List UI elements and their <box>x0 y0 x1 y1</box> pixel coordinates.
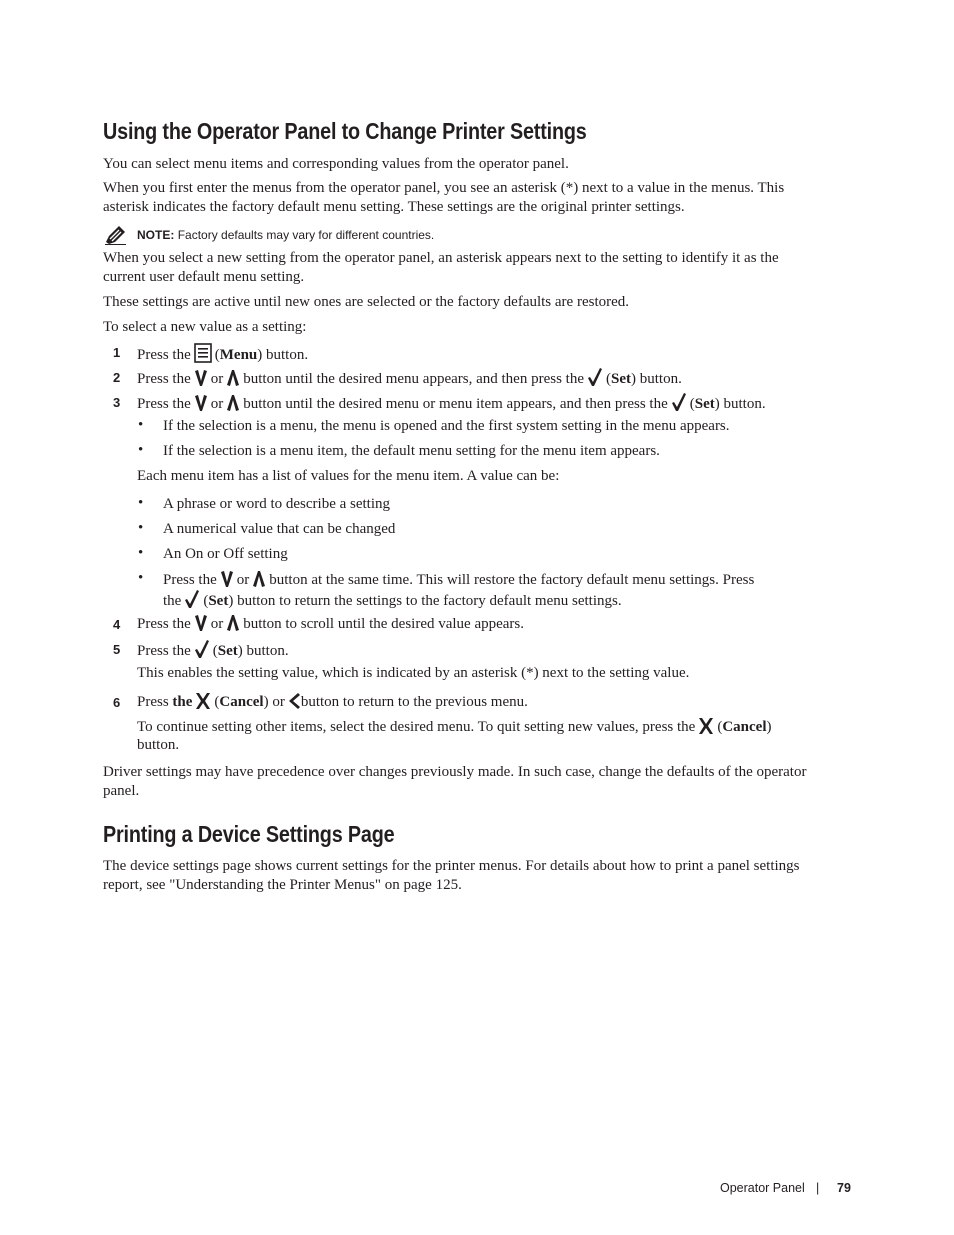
note <box>137 228 434 242</box>
bullet-dot: • <box>138 417 144 433</box>
footer-section-name: Operator Panel <box>720 1181 805 1195</box>
step-4-number: 4 <box>113 617 121 632</box>
list-item-restore-defaults: Press the or button at the same time. This will restore the factory default menu settings. Press <box>163 572 755 588</box>
new-setting-paragraph-line1: When you select a new setting from the operator panel, an asterisk appears next to the setting to identify it as the <box>103 250 779 266</box>
step-5: Press the (Set) button. <box>137 639 289 661</box>
down-arrow-icon <box>194 614 208 632</box>
bullet-dot: • <box>138 495 144 511</box>
step-3-number: 3 <box>113 395 121 410</box>
step-5-detail: This enables the setting value, which is indicated by an asterisk (*) next to the setting value. <box>137 665 690 681</box>
driver-settings-paragraph-line1: Driver settings may have precedence over changes previously made. In such case, change the defaults of the operator <box>103 764 807 780</box>
menu-button-icon <box>194 343 212 363</box>
bullet-dot: • <box>138 545 144 561</box>
back-arrow-icon <box>288 692 300 710</box>
step-1: Press the (Menu) button. <box>137 343 308 365</box>
values-intro: Each menu item has a list of values for the menu item. A value can be: <box>137 468 560 484</box>
step-6: Press the (Cancel) or button to return to the previous menu. <box>137 694 528 710</box>
list-item: A phrase or word to describe a setting <box>163 496 391 512</box>
step-6-detail: To continue setting other items, select the desired menu. To quit setting new values, press the (Cancel) <box>137 719 772 735</box>
check-mark-icon <box>194 639 210 659</box>
check-mark-icon <box>587 367 603 387</box>
new-setting-paragraph-line2: current user default menu setting. <box>103 269 305 285</box>
note-label: NOTE: <box>137 228 175 242</box>
up-arrow-icon <box>226 614 240 632</box>
driver-settings-paragraph-line2: panel. <box>103 783 140 799</box>
step-5-number: 5 <box>113 642 121 657</box>
step-2: Press the or button until the desired menu appears, and then press the (Set) button. <box>137 367 682 389</box>
section-title-device-settings: Printing a Device Settings Page <box>103 821 395 847</box>
device-settings-paragraph-line2: report, see "Understanding the Printer Menus" on page 125. <box>103 877 462 893</box>
up-arrow-icon <box>226 394 240 412</box>
pencil-note-icon <box>105 225 127 250</box>
asterisk-paragraph-line1: When you first enter the menus from the operator panel, you see an asterisk (*) next to a value in the menus. This <box>103 180 785 196</box>
up-arrow-icon <box>226 369 240 387</box>
asterisk-paragraph-line2: asterisk indicates the factory default menu setting. These settings are the original printer settings. <box>103 199 685 215</box>
active-settings-paragraph: These settings are active until new ones are selected or the factory defaults are restored. <box>103 294 630 310</box>
list-item: If the selection is a menu, the menu is opened and the first system setting in the menu appears. <box>163 418 730 434</box>
check-mark-icon <box>184 589 200 609</box>
check-mark-icon <box>671 392 687 412</box>
select-value-intro: To select a new value as a setting: <box>103 319 307 335</box>
list-item: An On or Off setting <box>163 546 288 562</box>
bullet-dot: • <box>138 520 144 536</box>
cancel-x-icon <box>195 692 211 710</box>
page-number: 79 <box>837 1181 851 1195</box>
down-arrow-icon <box>194 369 208 387</box>
bullet-dot: • <box>138 442 144 458</box>
step-3: Press the or button until the desired menu or menu item appears, and then press the (Set) button. <box>137 392 766 414</box>
list-item-restore-defaults-line2: the (Set) button to return the settings to the factory default menu settings. <box>163 589 622 611</box>
list-item: If the selection is a menu item, the default menu setting for the menu item appears. <box>163 443 660 459</box>
up-arrow-icon <box>252 570 266 588</box>
cancel-x-icon <box>698 717 714 735</box>
intro-paragraph: You can select menu items and corresponding values from the operator panel. <box>103 156 569 172</box>
step-4: Press the or button to scroll until the desired value appears. <box>137 616 525 632</box>
list-item: A numerical value that can be changed <box>163 521 396 537</box>
note-text: Factory defaults may vary for different countries. <box>177 228 435 242</box>
step-2-number: 2 <box>113 370 121 385</box>
device-settings-paragraph-line1: The device settings page shows current settings for the printer menus. For details about how to print a panel settings <box>103 858 800 874</box>
step-1-number: 1 <box>113 345 121 360</box>
bullet-dot: • <box>138 570 144 586</box>
step-6-detail-line2: button. <box>137 737 180 753</box>
down-arrow-icon <box>220 570 234 588</box>
footer-separator: | <box>816 1181 820 1195</box>
step-6-number: 6 <box>113 695 121 710</box>
section-title-operator-panel: Using the Operator Panel to Change Printer Settings <box>103 118 587 144</box>
down-arrow-icon <box>194 394 208 412</box>
